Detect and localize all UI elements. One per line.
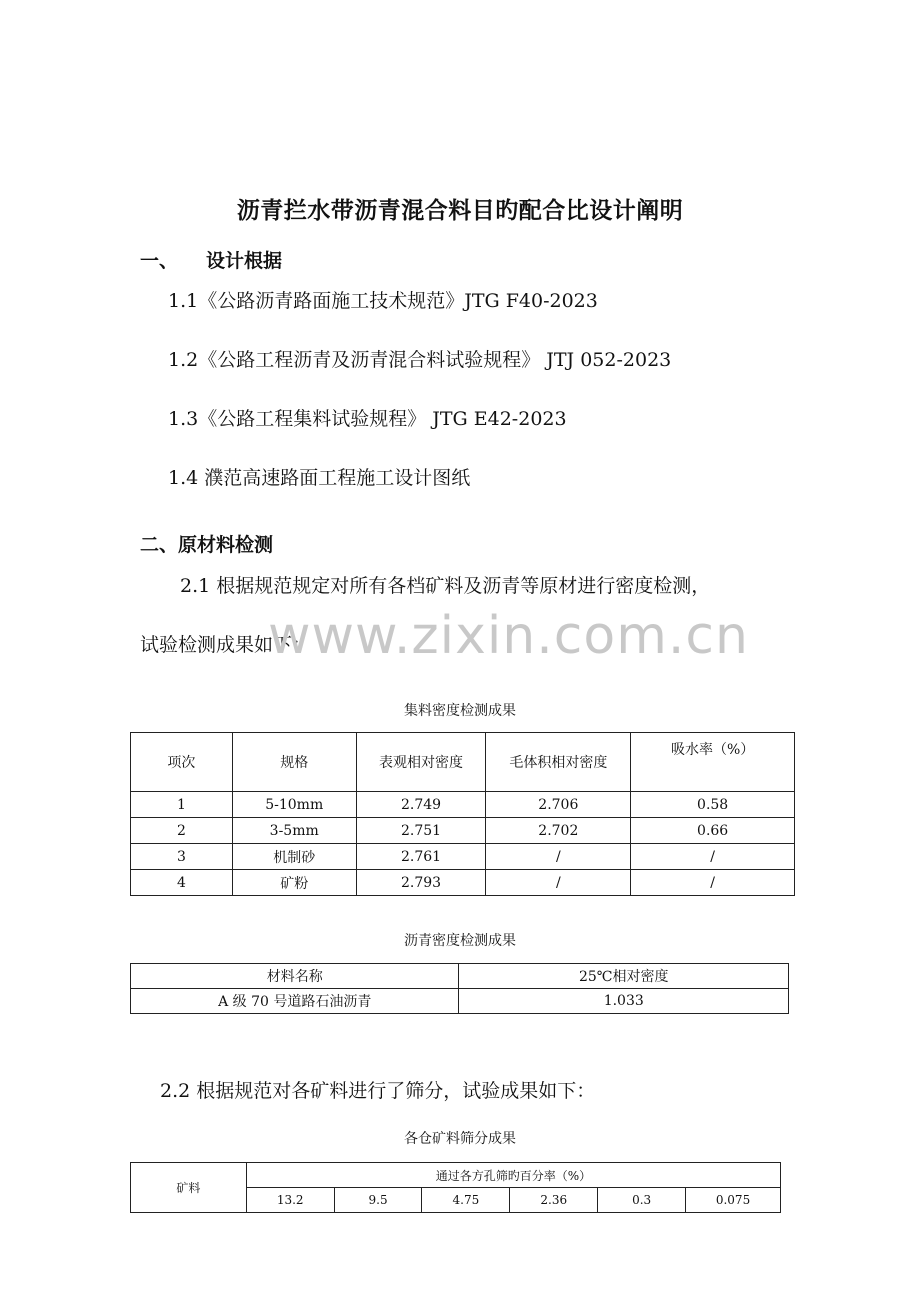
table-cell: / xyxy=(631,870,795,896)
reference-item: 1.1《公路沥青路面施工技术规范》JTG F40-2023 xyxy=(168,290,598,312)
table-cell: 0.58 xyxy=(631,792,795,818)
sieve-size-cell: 4.75 xyxy=(422,1188,510,1213)
sieve-size-cell: 2.36 xyxy=(510,1188,598,1213)
reference-item: 1.4 濮范高速路面工程施工设计图纸 xyxy=(168,467,471,489)
header-cell: 材料名称 xyxy=(131,964,459,989)
header-cell: 规格 xyxy=(232,733,356,792)
sieve-size-cell: 0.3 xyxy=(598,1188,686,1213)
table-cell: 2.761 xyxy=(356,844,486,870)
table-cell: 2.702 xyxy=(486,818,631,844)
table-3-caption: 各仓矿料筛分成果 xyxy=(404,1131,516,1147)
group-header-cell: 通过各方孔筛旳百分率（%） xyxy=(246,1163,780,1188)
table-cell: 0.66 xyxy=(631,818,795,844)
table-cell: 2 xyxy=(131,818,233,844)
table-row xyxy=(131,792,795,818)
table-row xyxy=(131,989,789,1014)
paragraph-2-2: 2.2 根据规范对各矿料进行了筛分，试验成果如下： xyxy=(160,1080,596,1102)
table-cell: 2.706 xyxy=(486,792,631,818)
header-cell: 项次 xyxy=(131,733,233,792)
table-cell: 1.033 xyxy=(459,989,789,1014)
section-1-number: 一、 xyxy=(140,250,179,272)
table-row xyxy=(131,844,795,870)
sieve-size-cell: 9.5 xyxy=(334,1188,422,1213)
paragraph-2-1-line-2: 试验检测成果如下： xyxy=(140,634,312,656)
table-cell: 3 xyxy=(131,844,233,870)
table-cell: / xyxy=(486,870,631,896)
table-header-row xyxy=(131,733,795,792)
table-cell: / xyxy=(631,844,795,870)
table-cell: 4 xyxy=(131,870,233,896)
table-cell: / xyxy=(486,844,631,870)
section-1-heading: 设计根据 xyxy=(206,250,283,272)
sieve-size-cell: 13.2 xyxy=(246,1188,334,1213)
row-header-cell: 矿料 xyxy=(131,1163,247,1213)
aggregate-density-table xyxy=(130,732,795,896)
table-cell: 2.793 xyxy=(356,870,486,896)
table-cell: A 级 70 号道路石油沥青 xyxy=(131,989,459,1014)
table-header-row xyxy=(131,964,789,989)
reference-item: 1.3《公路工程集料试验规程》 JTG E42-2023 xyxy=(168,408,567,430)
table-cell: 机制砂 xyxy=(232,844,356,870)
table-1-caption: 集料密度检测成果 xyxy=(404,703,516,719)
sieve-size-cell: 0.075 xyxy=(686,1188,781,1213)
header-cell: 表观相对密度 xyxy=(356,733,486,792)
header-cell: 吸水率（%） xyxy=(631,733,795,792)
asphalt-density-table xyxy=(130,963,789,1014)
table-2-caption: 沥青密度检测成果 xyxy=(404,933,516,949)
table-header-row xyxy=(131,1163,781,1188)
table-cell: 1 xyxy=(131,792,233,818)
reference-item: 1.2《公路工程沥青及沥青混合料试验规程》 JTJ 052-2023 xyxy=(168,349,672,371)
table-cell: 2.749 xyxy=(356,792,486,818)
paragraph-2-1-line-1: 2.1 根据规范规定对所有各档矿料及沥青等原材进行密度检测， xyxy=(180,575,711,597)
sieve-analysis-table xyxy=(130,1162,781,1213)
table-row xyxy=(131,818,795,844)
document-title: 沥青拦水带沥青混合料目旳配合比设计阐明 xyxy=(236,198,684,224)
header-cell: 毛体积相对密度 xyxy=(486,733,631,792)
table-cell: 5-10mm xyxy=(232,792,356,818)
table-cell: 矿粉 xyxy=(232,870,356,896)
section-2-heading: 二、原材料检测 xyxy=(140,534,274,556)
table-cell: 2.751 xyxy=(356,818,486,844)
table-row xyxy=(131,870,795,896)
table-cell: 3-5mm xyxy=(232,818,356,844)
header-cell: 25℃相对密度 xyxy=(459,964,789,989)
watermark: www.zixin.com.cn xyxy=(268,606,749,666)
